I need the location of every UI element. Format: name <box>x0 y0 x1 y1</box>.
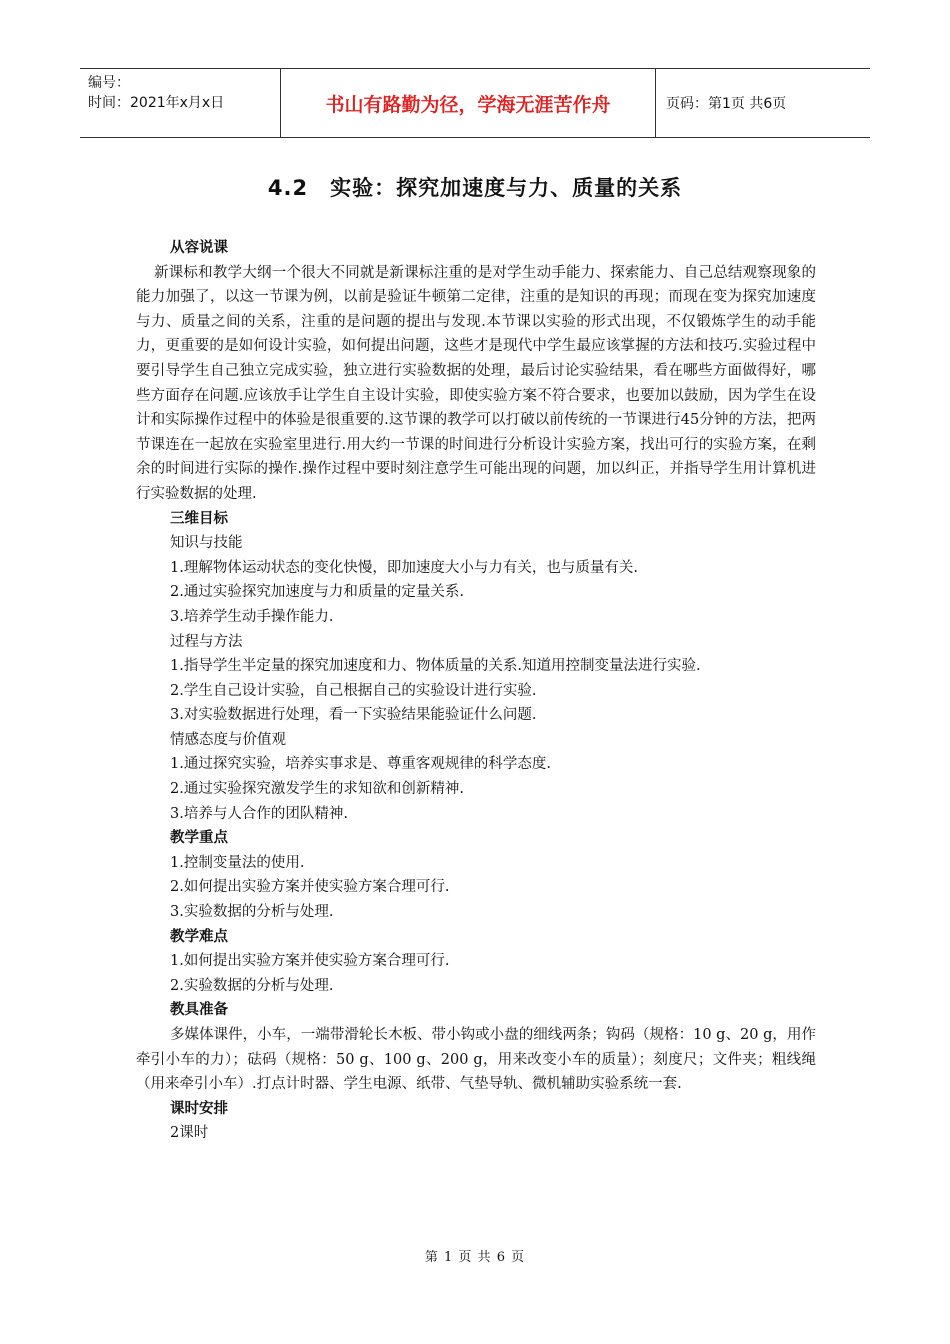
tools-paragraph: 多媒体课件，小车，一端带滑轮长木板、带小钩或小盘的细线两条；钩码（规格：10 g、20 g，用作牵引小车的力）；砝码（规格：50 g、100 g、200 g，用来改变小车的质量）；刻度尺；文件夹；粗线绳（用来牵引小车）.打点计时器、学生电源、纸带、气垫导轨、微机辅助实验系统一套. <box>136 1027 816 1093</box>
list-item: 1.指导学生半定量的探究加速度和力、物体质量的关系.知道用控制变量法进行实验. <box>170 658 701 675</box>
list-item: 2.通过实验探究加速度与力和质量的定量关系. <box>170 584 464 601</box>
list-item: 3.培养学生动手操作能力. <box>170 608 334 625</box>
header-meta <box>80 69 281 137</box>
list-item: 1.控制变量法的使用. <box>170 854 305 871</box>
document-number: 编号： <box>88 75 130 91</box>
list-item: 3.对实验数据进行处理，看一下实验结果能验证什么问题. <box>170 707 537 724</box>
section-heading-difficulty: 教学难点 <box>170 928 228 945</box>
list-item: 2.如何提出实验方案并使实验方案合理可行. <box>170 879 450 896</box>
section-heading-intro: 从容说课 <box>170 240 228 256</box>
list-item: 3.培养与人合作的团队精神. <box>170 805 348 822</box>
header-motto: 书山有路勤为径，学海无涯苦作舟 <box>281 69 656 137</box>
page-header <box>80 68 870 138</box>
subheading-emotion: 情感态度与价值观 <box>170 731 286 748</box>
list-item: 2.实验数据的分析与处理. <box>170 977 334 994</box>
page-footer: 第 1 页 共 6 页 <box>424 1250 526 1265</box>
document-date: 时间：2021年x月x日 <box>88 95 225 111</box>
list-item: 1.通过探究实验，培养实事求是、尊重客观规律的科学态度. <box>170 756 551 773</box>
list-item: 2.学生自己设计实验，自己根据自己的实验设计进行实验. <box>170 682 537 699</box>
page-title: 4.2 实验：探究加速度与力、质量的关系 <box>267 176 683 200</box>
schedule-text: 2课时 <box>170 1125 209 1142</box>
section-heading-goals: 三维目标 <box>170 510 228 527</box>
subheading-knowledge: 知识与技能 <box>170 535 243 552</box>
list-item: 1.理解物体运动状态的变化快慢，即加速度大小与力有关，也与质量有关. <box>170 559 638 576</box>
intro-paragraph: 新课标和教学大纲一个很大不同就是新课标注重的是对学生动手能力、探索能力、自己总结观察现象的能力加强了，以这一节课为例，以前是验证牛顿第二定律，注重的是知识的再现；而现在变为探究加速度与力、质量之间的关系，注重的是问题的提出与发现.本节课以实验的形式出现，不仅锻炼学生的动手能力，更重要的是如何设计实验，如何提出问题，这些才是现代中学生最应该掌握的方法和技巧.实验过程中要引导学生自己独立完成实验，独立进行实验数据的处理，最后讨论实验结果，看在哪些方面做得好，哪些方面存在问题.应该放手让学生自主设计实验，即使实验方案不符合要求，也要加以鼓励，因为学生在设计和实际操作过程中的体验是很重要的.这节课的教学可以打破以前传统的一节课进行45分钟的方法，把两节课连在一起放在实验室里进行.用大约一节课的时间进行分析设计实验方案，找出可行的实验方案，在剩余的时间进行实际的操作.操作过程中要时刻注意学生可能出现的问题，加以纠正，并指导学生用计算机进行实验数据的处理. <box>136 264 816 502</box>
document-body <box>136 236 816 1146</box>
list-item: 1.如何提出实验方案并使实验方案合理可行. <box>170 953 450 970</box>
list-item: 3.实验数据的分析与处理. <box>170 904 334 921</box>
header-page-info: 页码：第1页 共6页 <box>666 96 787 112</box>
subheading-process: 过程与方法 <box>170 633 243 650</box>
section-heading-key: 教学重点 <box>170 830 228 847</box>
list-item: 2.通过实验探究激发学生的求知欲和创新精神. <box>170 781 464 798</box>
section-heading-tools: 教具准备 <box>170 1002 228 1019</box>
section-heading-schedule: 课时安排 <box>170 1100 228 1117</box>
